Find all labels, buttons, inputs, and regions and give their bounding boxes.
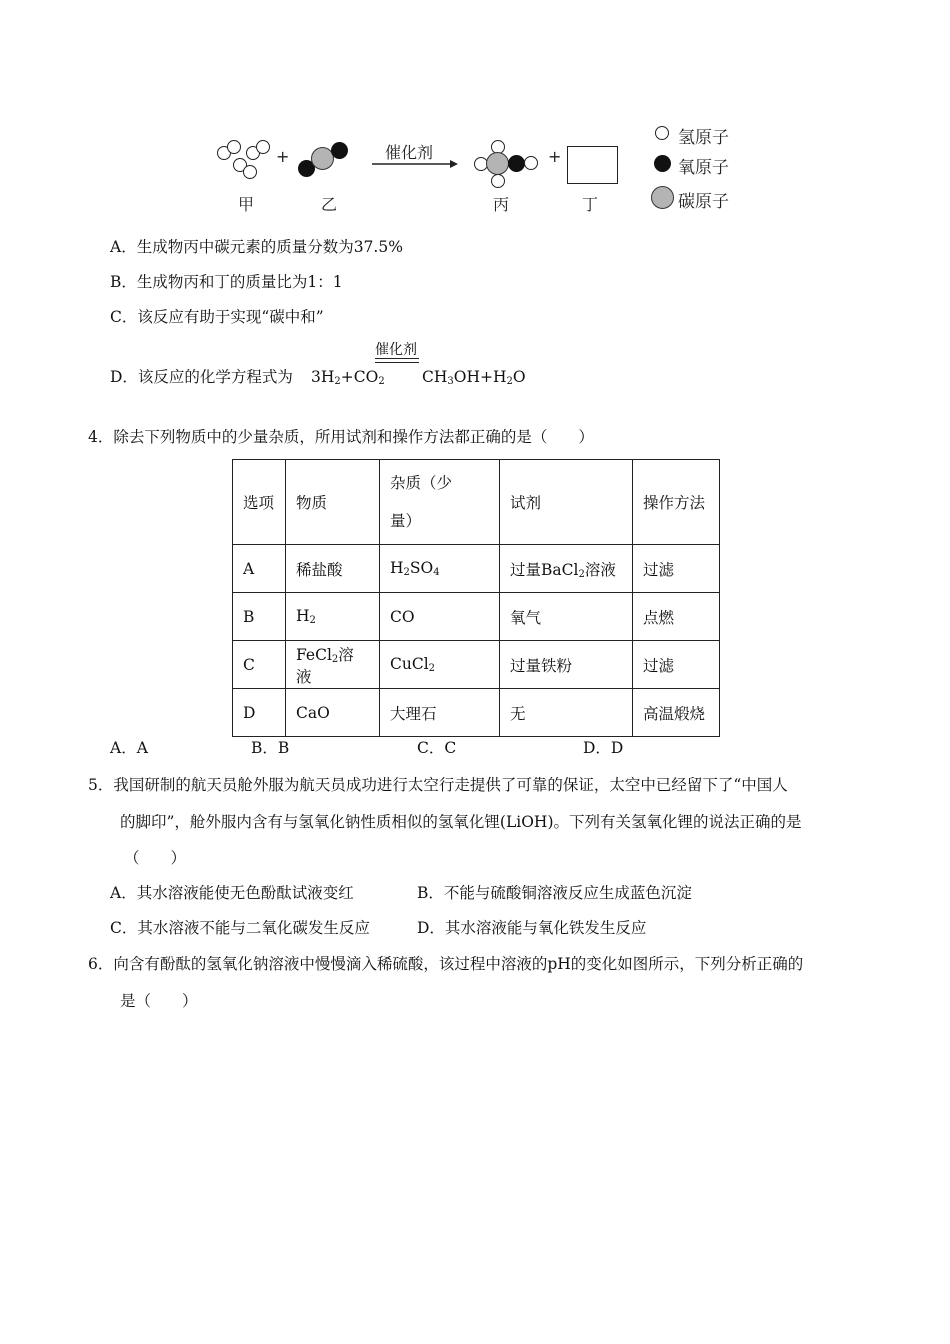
q5-option-b: B．不能与硫酸铜溶液反应生成蓝色沉淀 bbox=[417, 884, 692, 902]
oxygen-atom bbox=[508, 155, 525, 172]
q5-stem-line2: 的脚印”，舱外服内含有与氢氧化钠性质相似的氢氧化锂(LiOH)。下列有关氢氧化锂的说法正确的是 bbox=[120, 813, 802, 831]
q3-option-d-prefix: D．该反应的化学方程式为 bbox=[110, 368, 293, 386]
hydrogen-atom bbox=[491, 174, 505, 188]
header-option: 选项 bbox=[233, 460, 286, 545]
table-row: D CaO 大理石 无 高温煅烧 bbox=[233, 689, 720, 737]
table-row: B $H_2$ CO 氧气 点燃 bbox=[233, 593, 720, 641]
q4-stem: 4．除去下列物质中的少量杂质，所用试剂和操作方法都正确的是（ ） bbox=[88, 428, 594, 446]
table-header-row bbox=[233, 460, 720, 545]
table-row: C FeCl$_2$溶液 CuCl$_2$ 过量铁粉 过滤 bbox=[233, 641, 720, 689]
oxygen-atom bbox=[331, 142, 348, 159]
d-catalyst-condition: 催化剂 bbox=[375, 342, 417, 358]
q3-option-b: B．生成物丙和丁的质量比为1：1 bbox=[110, 273, 343, 291]
q4-answer-a: A．A bbox=[110, 739, 148, 757]
reaction-arrow bbox=[372, 158, 458, 170]
label-jia: 甲 bbox=[238, 195, 255, 214]
q5-option-a: A．其水溶液能使无色酚酞试液变红 bbox=[110, 884, 354, 902]
label-yi: 乙 bbox=[321, 195, 338, 214]
label-bing: 丙 bbox=[493, 195, 510, 214]
header-method: 操作方法 bbox=[633, 460, 720, 545]
q5-option-c: C．其水溶液不能与二氧化碳发生反应 bbox=[110, 919, 370, 937]
q6-stem-line2: 是（ ） bbox=[120, 992, 198, 1010]
plus-sign: + bbox=[548, 147, 562, 166]
q5-stem-line3: （ ） bbox=[124, 849, 187, 867]
hydrogen-atom bbox=[227, 140, 241, 154]
legend-carbon-label: 碳原子 bbox=[678, 192, 729, 212]
hydrogen-atom bbox=[256, 140, 270, 154]
hydrogen-atom bbox=[243, 165, 257, 179]
q3-option-c: C．该反应有助于实现“碳中和” bbox=[110, 308, 324, 326]
q3-option-a: A．生成物丙中碳元素的质量分数为37.5% bbox=[110, 238, 403, 256]
catalyst-label: 催化剂 bbox=[385, 143, 434, 162]
legend-oxygen-label: 氧原子 bbox=[678, 158, 729, 178]
label-ding: 丁 bbox=[582, 195, 599, 214]
q5-stem-line1: 5．我国研制的航天员舱外服为航天员成功进行太空行走提供了可靠的保证，太空中已经留下了“中国人 bbox=[88, 776, 788, 794]
q6-stem-line1: 6．向含有酚酞的氢氧化钠溶液中慢慢滴入稀硫酸，该过程中溶液的pH的变化如图所示，下列分析正确的 bbox=[88, 955, 804, 973]
d-equation-left: $3H_2+CO_2$ bbox=[311, 368, 385, 387]
d-double-line bbox=[375, 358, 419, 363]
hydrogen-atom bbox=[524, 156, 538, 170]
q4-table bbox=[232, 459, 720, 737]
oxygen-legend-icon bbox=[654, 155, 671, 172]
carbon-atom bbox=[486, 152, 509, 175]
header-impurity: 杂质（少 量） bbox=[380, 460, 500, 545]
header-reagent: 试剂 bbox=[500, 460, 633, 545]
d-equation-right: $CH_3OH+H_2O$ bbox=[422, 368, 526, 387]
table-row: A 稀盐酸 $H_2SO_4$ 过量BaCl$_2$溶液 过滤 bbox=[233, 545, 720, 593]
plus-sign: + bbox=[276, 147, 290, 166]
unknown-product-box bbox=[567, 146, 618, 184]
carbon-legend-icon bbox=[651, 186, 674, 209]
q4-answer-d: D．D bbox=[583, 739, 624, 757]
q4-answer-c: C．C bbox=[417, 739, 457, 757]
header-substance: 物质 bbox=[286, 460, 380, 545]
hydrogen-legend-icon bbox=[655, 126, 669, 140]
q4-answer-b: B．B bbox=[251, 739, 290, 757]
legend-hydrogen-label: 氢原子 bbox=[678, 128, 729, 148]
q5-option-d: D．其水溶液能与氧化铁发生反应 bbox=[417, 919, 647, 937]
